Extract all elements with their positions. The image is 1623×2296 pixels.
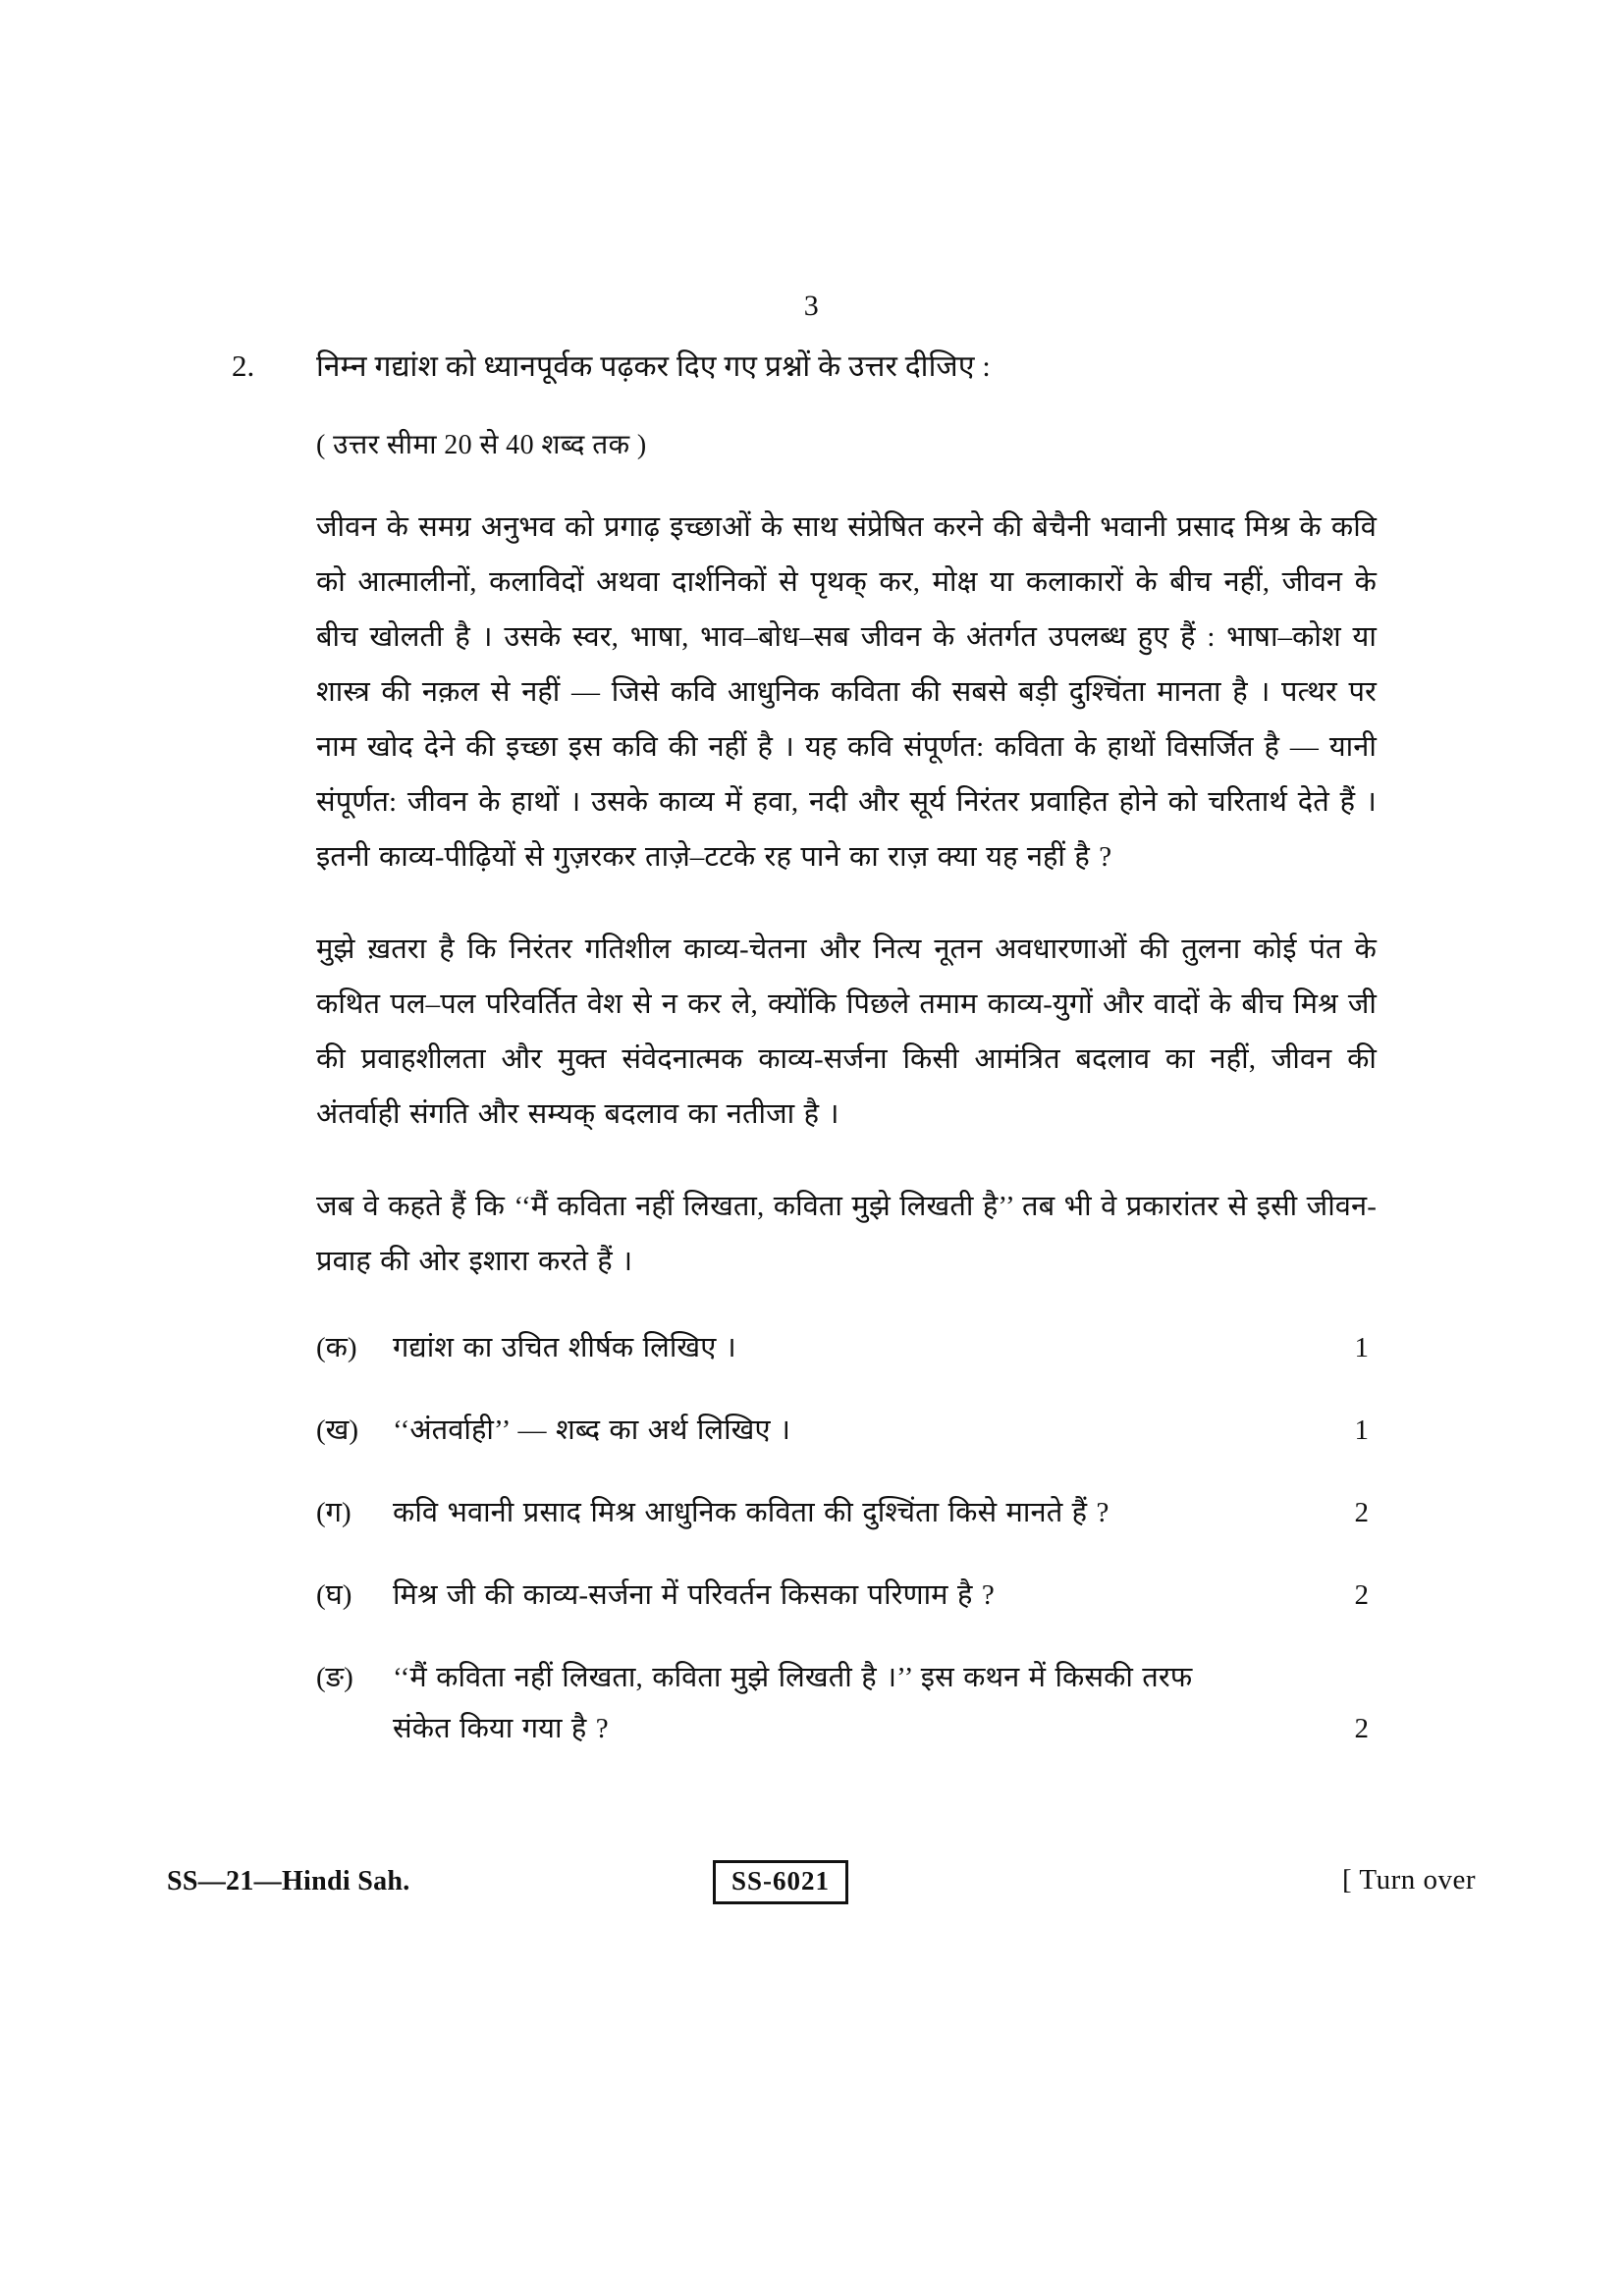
passage-paragraph: जब वे कहते हैं कि ‘‘मैं कविता नहीं लिखता, कविता मुझे लिखती है’’ तब भी वे प्रकारांतर से इसी जीवन-प्रवाह की ओर इशारा करते हैं ।	[316, 1190, 1377, 1277]
page-number: 3	[803, 290, 820, 322]
paper-name: SS—21—Hindi Sah.	[167, 1866, 410, 1896]
sub-question-text: कवि भवानी प्रसाद मिश्र आधुनिक कविता की दुश्चिंता किसे मानते हैं ?	[393, 1496, 1109, 1528]
sub-question-label: (क)	[316, 1331, 357, 1363]
page-footer	[167, 1860, 1476, 1909]
sub-question-marks: 1	[1354, 1331, 1369, 1363]
question-instruction: निम्न गद्यांश को ध्यानपूर्वक पढ़कर दिए गए प्रश्नों के उत्तर दीजिए :	[316, 350, 991, 383]
page-content	[232, 348, 1390, 1786]
sub-question-marks: 2	[1354, 1578, 1369, 1611]
turn-over-note: [ Turn over	[1341, 1864, 1476, 1896]
sub-question-item	[316, 1570, 1377, 1621]
question-header	[232, 348, 1390, 386]
paper-code-box: SS-6021	[713, 1860, 848, 1904]
passage-paragraph: जीवन के समग्र अनुभव को प्रगाढ़ इच्छाओं के साथ संप्रेषित करने की बेचैनी भवानी प्रसाद मिश्र के कवि को आत्मालीनों, कलाविदों अथवा दार्शनिकों से पृथक् कर, मोक्ष या कलाकारों के बीच नहीं, जीवन के बीच खोलती है । उसके स्वर, भाषा, भाव–बोध–सब जीवन के अंतर्गत उपलब्ध हुए हैं : भाषा–कोश या शास्त्र की नक़ल से नहीं — जिसे कवि आधुनिक कविता की सबसे बड़ी दुश्चिंता मानता है । पत्थर पर नाम खोद देने की इच्छा इस कवि की नहीं है । यह कवि संपूर्णत: कविता के हाथों विसर्जित है — यानी संपूर्णत: जीवन के हाथों । उसके काव्य में हवा, नदी और सूर्य निरंतर प्रवाहित होने को चरितार्थ देते हैं । इतनी काव्य-पीढ़ियों से गुज़रकर ताज़े–टटके रह पाने का राज़ क्या यह नहीं है ?	[316, 510, 1378, 873]
sub-question-label: (ङ)	[316, 1661, 353, 1693]
sub-question-item	[316, 1487, 1377, 1538]
sub-question-marks: 1	[1354, 1414, 1369, 1446]
sub-question-list	[316, 1322, 1377, 1754]
sub-question-item	[316, 1652, 1377, 1754]
passage-paragraph: मुझे ख़तरा है कि निरंतर गतिशील काव्य-चेतना और नित्य नूतन अवधारणाओं की तुलना कोई पंत के कथित पल–पल परिवर्तित वेश से न कर ले, क्योंकि पिछले तमाम काव्य-युगों और वादों के बीच मिश्र जी की प्रवाहशीलता और मुक्त संवेदनात्मक काव्य-सर्जना किसी आमंत्रित बदलाव का नहीं, जीवन की अंतर्वाही संगति और सम्यक् बदलाव का नतीजा है ।	[316, 933, 1377, 1130]
passage-block	[316, 500, 1377, 1289]
sub-question-label: (ग)	[316, 1496, 352, 1528]
sub-question-text: गद्यांश का उचित शीर्षक लिखिए ।	[393, 1331, 736, 1363]
sub-question-marks: 2	[1354, 1496, 1369, 1528]
sub-question-text: ‘‘अंतर्वाही’’ — शब्द का अर्थ लिखिए ।	[393, 1414, 791, 1446]
question-number: 2.	[232, 348, 255, 383]
sub-question-label: (ख)	[316, 1414, 359, 1446]
sub-question-item	[316, 1322, 1377, 1373]
sub-question-label: (घ)	[316, 1578, 352, 1611]
sub-question-text: ‘‘मैं कविता नहीं लिखता, कविता मुझे लिखती है ।’’ इस कथन में किसकी तरफ संकेत किया गया है ?	[393, 1661, 1193, 1744]
word-limit-note: ( उत्तर सीमा 20 से 40 शब्द तक )	[316, 429, 647, 460]
sub-question-item	[316, 1405, 1377, 1456]
sub-question-text: मिश्र जी की काव्य-सर्जना में परिवर्तन किसका परिणाम है ?	[393, 1578, 995, 1611]
sub-question-marks: 2	[1354, 1712, 1369, 1744]
